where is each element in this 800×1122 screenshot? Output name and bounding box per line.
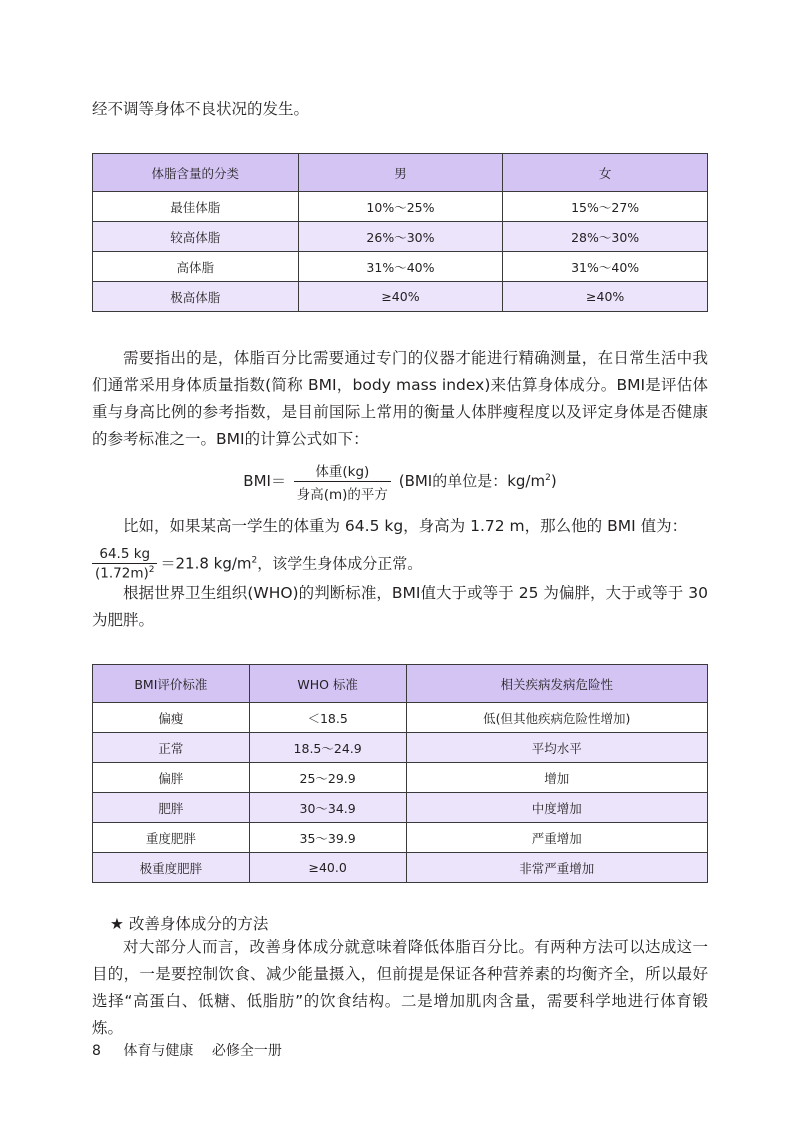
example-den-sup: 2 (148, 565, 155, 575)
table1-header-category: 体脂含量的分类 (93, 154, 299, 192)
example-denominator-wrap (92, 564, 157, 582)
table1-cell: 极高体脂 (93, 282, 299, 312)
table-row (93, 703, 708, 733)
table2-cell: 非常严重增加 (406, 853, 707, 883)
table2-cell: 25～29.9 (249, 763, 406, 793)
formula-unit-sup: 2 (545, 473, 551, 483)
table1-cell: 10%～25% (298, 192, 503, 222)
table1-cell: 26%～30% (298, 222, 503, 252)
book-title: 体育与健康 (123, 1043, 194, 1059)
table2-cell: ≥40.0 (249, 853, 406, 883)
formula-lhs: BMI＝ (243, 472, 286, 490)
table2-cell: 低(但其他疾病危险性增加) (406, 703, 707, 733)
page-number: 8 (92, 1043, 101, 1059)
table2-cell: ＜18.5 (249, 703, 406, 733)
table2-cell: 偏瘦 (93, 703, 250, 733)
page-footer (92, 1040, 282, 1060)
table2-cell: 重度肥胖 (93, 823, 250, 853)
formula-fraction (294, 460, 391, 503)
table2-header-risk: 相关疾病发病危险性 (406, 665, 707, 703)
table1-header-male: 男 (298, 154, 503, 192)
table2-cell: 极重度肥胖 (93, 853, 250, 883)
who-paragraph: 根据世界卫生组织(WHO)的判断标准，BMI值大于或等于 25 为偏胖，大于或等于 30 为肥胖。 (92, 584, 708, 629)
table1-cell: 28%～30% (503, 222, 708, 252)
table2-cell: 平均水平 (406, 733, 707, 763)
bmi-table (92, 664, 708, 883)
table2-cell: 18.5～24.9 (249, 733, 406, 763)
table-row (93, 282, 708, 312)
table2-cell: 中度增加 (406, 793, 707, 823)
table1-cell: 较高体脂 (93, 222, 299, 252)
example-result-sup: 2 (251, 555, 258, 566)
table-row (93, 763, 708, 793)
formula-numerator: 体重(kg) (294, 460, 391, 482)
table2-cell: 增加 (406, 763, 707, 793)
table-row (93, 252, 708, 282)
table1-cell: ≥40% (298, 282, 503, 312)
table-row (93, 222, 708, 252)
section-heading: ★ 改善身体成分的方法 (110, 915, 269, 933)
example-denominator: (1.72m) (95, 565, 149, 582)
table2-header-standard: BMI评价标准 (93, 665, 250, 703)
table1-cell: 31%～40% (503, 252, 708, 282)
table-row (93, 192, 708, 222)
example-result: ＝21.8 kg/m (160, 554, 252, 573)
body-fat-table (92, 153, 708, 312)
table-row (93, 823, 708, 853)
table1-header-female: 女 (503, 154, 708, 192)
example-numerator: 64.5 kg (92, 546, 157, 564)
bmi-paragraph: 需要指出的是，体脂百分比需要通过专门的仪器才能进行精确测量，在日常生活中我们通常采用身体质量指数(简称 BMI，body mass index)来估算身体成分。BMI是评估体重与身高比例的参考指数，是目前国际上常用的衡量人体胖瘦程度以及评定身体是否健康的参考标准之一。BMI的计算公式如下： (92, 349, 708, 448)
book-volume: 必修全一册 (211, 1043, 282, 1059)
table-row (93, 733, 708, 763)
table1-cell: 15%～27% (503, 192, 708, 222)
table-row (93, 853, 708, 883)
formula-denominator: 身高(m)的平方 (296, 487, 388, 503)
table2-cell: 严重增加 (406, 823, 707, 853)
table2-cell: 肥胖 (93, 793, 250, 823)
example-calculation (92, 546, 422, 582)
table1-cell: 高体脂 (93, 252, 299, 282)
example-line: 比如，如果某高一学生的体重为 64.5 kg，身高为 1.72 m，那么他的 BMI 值为： (123, 517, 688, 535)
table1-cell: 31%～40% (298, 252, 503, 282)
formula-unit-note: (BMI的单位是：kg/m (398, 472, 546, 490)
example-tail: ，该学生身体成分正常。 (257, 554, 423, 573)
table2-cell: 偏胖 (93, 763, 250, 793)
bmi-formula (0, 460, 800, 503)
formula-unit-close: ) (550, 472, 557, 490)
table2-header-who: WHO 标准 (249, 665, 406, 703)
table1-cell: ≥40% (503, 282, 708, 312)
table-row (93, 793, 708, 823)
method-paragraph: 对大部分人而言，改善身体成分就意味着降低体脂百分比。有两种方法可以达成这一目的，一是要控制饮食、减少能量摄入，但前提是保证各种营养素的均衡齐全，所以最好选择“高蛋白、低糖、低脂肪”的饮食结构。二是增加肌肉含量，需要科学地进行体育锻炼。 (92, 938, 708, 1037)
intro-text: 经不调等身体不良状况的发生。 (92, 100, 310, 118)
example-fraction (92, 546, 157, 582)
table1-cell: 最佳体脂 (93, 192, 299, 222)
table2-cell: 30～34.9 (249, 793, 406, 823)
table2-cell: 35～39.9 (249, 823, 406, 853)
table2-cell: 正常 (93, 733, 250, 763)
